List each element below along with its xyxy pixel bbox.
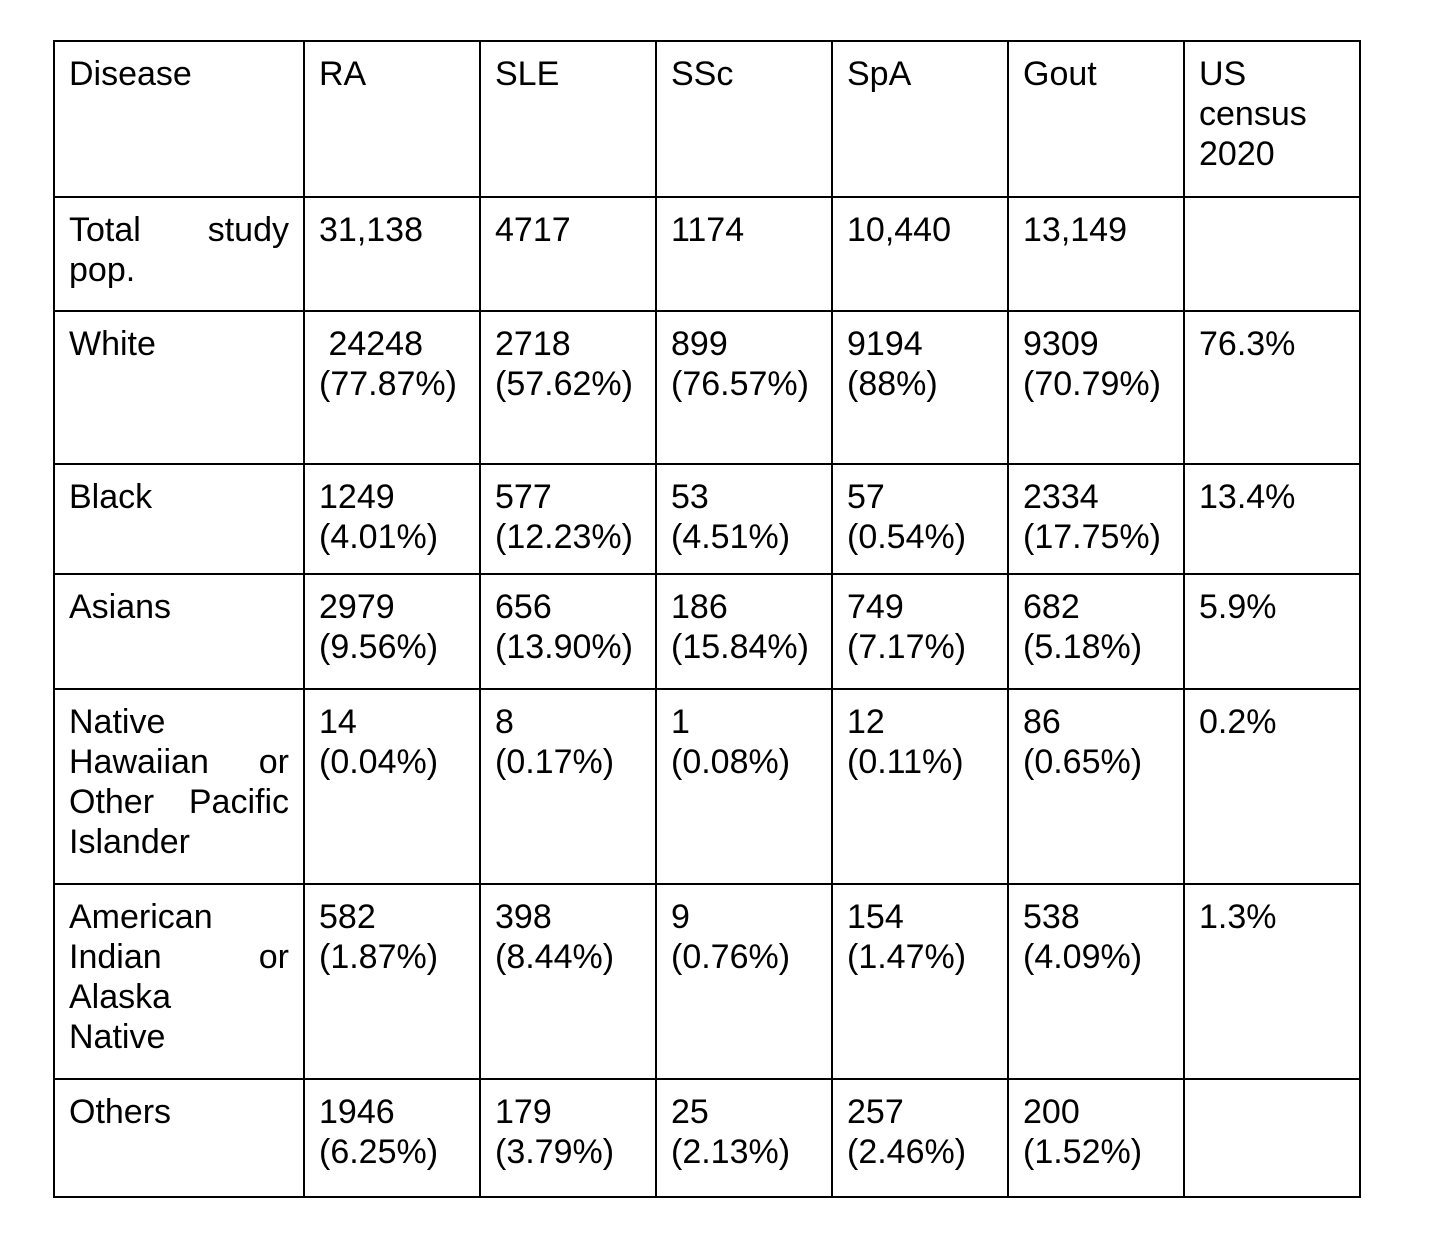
cell-line: 9194: [847, 325, 923, 363]
header-cell-ra: [304, 41, 480, 197]
table-row-total-study-pop: [54, 197, 1360, 311]
data-cell-native-hawaiian-or-other-pacific-islander-gout: [1008, 689, 1184, 884]
row-label-american-indian-or-alaska-native: [54, 884, 304, 1079]
cell-line: (12.23%): [495, 518, 633, 556]
cell-line: White: [69, 325, 156, 363]
cell-line: (0.11%): [847, 743, 964, 781]
cell-line: 398: [495, 898, 552, 936]
cell-line: 682: [1023, 588, 1080, 626]
cell-line: (2.46%): [847, 1133, 967, 1171]
data-cell-black-sle: [480, 464, 656, 574]
data-cell-others-ssc: [656, 1079, 832, 1197]
data-cell-native-hawaiian-or-other-pacific-islander-sle: [480, 689, 656, 884]
cell-line: (77.87%): [319, 365, 457, 403]
cell-line: 13,149: [1023, 211, 1127, 249]
cell-line: 538: [1023, 898, 1080, 936]
cell-line: (4.51%): [671, 518, 791, 556]
cell-line: 186: [671, 588, 728, 626]
data-cell-total-study-pop-us-census-2020: [1184, 197, 1360, 311]
cell-line: Hawaiian or: [69, 743, 289, 781]
cell-line: US: [1199, 55, 1247, 93]
table-row-white: [54, 311, 1360, 464]
table-header: [54, 41, 1360, 197]
cell-line: (15.84%): [671, 628, 809, 666]
cell-line: 25: [671, 1093, 709, 1131]
data-cell-total-study-pop-ra: [304, 197, 480, 311]
data-cell-asians-spa: [832, 574, 1008, 689]
cell-line: 86: [1023, 703, 1061, 741]
cell-line: (0.08%): [671, 743, 791, 781]
data-cell-american-indian-or-alaska-native-sle: [480, 884, 656, 1079]
cell-line: 1174: [671, 211, 745, 249]
data-cell-american-indian-or-alaska-native-ssc: [656, 884, 832, 1079]
cell-line: Others: [69, 1093, 172, 1131]
header-cell-sle: [480, 41, 656, 197]
cell-line: (7.17%): [847, 628, 967, 666]
cell-line: pop.: [69, 251, 136, 289]
table-row-asians: [54, 574, 1360, 689]
cell-line: (17.75%): [1023, 518, 1161, 556]
cell-line: census: [1199, 95, 1307, 133]
cell-line: Indian or: [69, 938, 289, 976]
cell-line: (76.57%): [671, 365, 809, 403]
data-cell-asians-sle: [480, 574, 656, 689]
table-row-others: [54, 1079, 1360, 1197]
table-row-american-indian-or-alaska-native: [54, 884, 1360, 1079]
cell-line: 1946: [319, 1093, 395, 1131]
data-cell-others-gout: [1008, 1079, 1184, 1197]
cell-line: 200: [1023, 1093, 1080, 1131]
cell-line: (0.17%): [495, 743, 615, 781]
cell-line: (70.79%): [1023, 365, 1161, 403]
cell-line: 4717: [495, 211, 571, 249]
cell-line: SLE: [495, 55, 560, 93]
disease-demographics-table: [53, 40, 1361, 1198]
data-cell-asians-us-census-2020: [1184, 574, 1360, 689]
cell-line: Black: [69, 478, 153, 516]
cell-line: 31,138: [319, 211, 423, 249]
cell-line: 749: [847, 588, 904, 626]
cell-line: (0.54%): [847, 518, 967, 556]
cell-line: (1.87%): [319, 938, 439, 976]
cell-line: 656: [495, 588, 552, 626]
cell-line: RA: [319, 55, 367, 93]
cell-line: (88%): [847, 365, 938, 403]
row-label-white: [54, 311, 304, 464]
cell-line: Asians: [69, 588, 172, 626]
cell-line: 899: [671, 325, 728, 363]
cell-line: 582: [319, 898, 376, 936]
cell-line: 257: [847, 1093, 904, 1131]
data-cell-total-study-pop-gout: [1008, 197, 1184, 311]
data-cell-black-gout: [1008, 464, 1184, 574]
data-cell-white-sle: [480, 311, 656, 464]
cell-line: SSc: [671, 55, 734, 93]
cell-line: (5.18%): [1023, 628, 1143, 666]
cell-line: (0.65%): [1023, 743, 1143, 781]
cell-line: SpA: [847, 55, 912, 93]
cell-line: 154: [847, 898, 904, 936]
data-cell-others-sle: [480, 1079, 656, 1197]
data-cell-black-us-census-2020: [1184, 464, 1360, 574]
cell-line: Alaska: [69, 978, 172, 1016]
cell-line: 8: [495, 703, 514, 741]
data-cell-others-spa: [832, 1079, 1008, 1197]
data-cell-native-hawaiian-or-other-pacific-islander-ra: [304, 689, 480, 884]
cell-line: (0.04%): [319, 743, 439, 781]
cell-line: (2.13%): [671, 1133, 791, 1171]
data-cell-american-indian-or-alaska-native-gout: [1008, 884, 1184, 1079]
cell-line: (57.62%): [495, 365, 633, 403]
cell-line: 12: [847, 703, 885, 741]
data-cell-asians-ssc: [656, 574, 832, 689]
cell-line: (4.01%): [319, 518, 439, 556]
header-cell-ssc: [656, 41, 832, 197]
cell-line: 5.9%: [1199, 588, 1277, 626]
data-cell-native-hawaiian-or-other-pacific-islander-spa: [832, 689, 1008, 884]
row-label-native-hawaiian-or-other-pacific-islander: [54, 689, 304, 884]
data-cell-black-ra: [304, 464, 480, 574]
cell-line: (6.25%): [319, 1133, 439, 1171]
cell-line: 10,440: [847, 211, 951, 249]
cell-line: Islander: [69, 823, 190, 861]
data-cell-american-indian-or-alaska-native-spa: [832, 884, 1008, 1079]
cell-line: (4.09%): [1023, 938, 1143, 976]
cell-line: 2718: [495, 325, 571, 363]
cell-line: 9: [671, 898, 690, 936]
cell-line: 14: [319, 703, 357, 741]
cell-line: 0.2%: [1199, 703, 1277, 741]
cell-line: Native: [69, 703, 166, 741]
table-body: [54, 197, 1360, 1197]
data-cell-total-study-pop-sle: [480, 197, 656, 311]
header-cell-gout: [1008, 41, 1184, 197]
cell-line: 179: [495, 1093, 552, 1131]
data-cell-asians-ra: [304, 574, 480, 689]
cell-line: (13.90%): [495, 628, 633, 666]
cell-line: 9309: [1023, 325, 1099, 363]
cell-line: (0.76%): [671, 938, 791, 976]
cell-line: 53: [671, 478, 709, 516]
header-cell-spa: [832, 41, 1008, 197]
data-cell-asians-gout: [1008, 574, 1184, 689]
cell-line: (1.52%): [1023, 1133, 1143, 1171]
cell-line: 577: [495, 478, 552, 516]
cell-line: 2020: [1199, 135, 1275, 173]
cell-line: (8.44%): [495, 938, 615, 976]
cell-line: 24248: [319, 325, 423, 363]
cell-line: 1249: [319, 478, 395, 516]
data-cell-black-spa: [832, 464, 1008, 574]
data-cell-white-spa: [832, 311, 1008, 464]
cell-line: (1.47%): [847, 938, 967, 976]
row-label-black: [54, 464, 304, 574]
cell-line: 76.3%: [1199, 325, 1296, 363]
cell-line: Disease: [69, 55, 192, 93]
cell-line: Total study: [69, 211, 289, 249]
header-row: [54, 41, 1360, 197]
data-cell-total-study-pop-spa: [832, 197, 1008, 311]
data-cell-black-ssc: [656, 464, 832, 574]
row-label-others: [54, 1079, 304, 1197]
cell-line: Other Pacific: [69, 783, 289, 821]
data-cell-native-hawaiian-or-other-pacific-islander-us-census-2020: [1184, 689, 1360, 884]
data-cell-others-us-census-2020: [1184, 1079, 1360, 1197]
cell-line: (3.79%): [495, 1133, 615, 1171]
data-cell-american-indian-or-alaska-native-ra: [304, 884, 480, 1079]
table-row-native-hawaiian-or-other-pacific-islander: [54, 689, 1360, 884]
cell-line: 2334: [1023, 478, 1099, 516]
cell-line: (9.56%): [319, 628, 439, 666]
cell-line: 2979: [319, 588, 395, 626]
cell-line: Native: [69, 1018, 166, 1056]
header-cell-us-census-2020: [1184, 41, 1360, 197]
cell-line: 13.4%: [1199, 478, 1296, 516]
header-cell-disease: [54, 41, 304, 197]
data-cell-white-ssc: [656, 311, 832, 464]
cell-line: Gout: [1023, 55, 1097, 93]
cell-line: American: [69, 898, 213, 936]
data-cell-total-study-pop-ssc: [656, 197, 832, 311]
row-label-asians: [54, 574, 304, 689]
data-cell-white-gout: [1008, 311, 1184, 464]
cell-line: 1.3%: [1199, 898, 1277, 936]
cell-line: 57: [847, 478, 885, 516]
data-cell-native-hawaiian-or-other-pacific-islander-ssc: [656, 689, 832, 884]
data-cell-white-ra: [304, 311, 480, 464]
cell-line: 1: [671, 703, 690, 741]
data-cell-american-indian-or-alaska-native-us-census-2020: [1184, 884, 1360, 1079]
data-cell-others-ra: [304, 1079, 480, 1197]
table-row-black: [54, 464, 1360, 574]
row-label-total-study-pop: [54, 197, 304, 311]
data-cell-white-us-census-2020: [1184, 311, 1360, 464]
